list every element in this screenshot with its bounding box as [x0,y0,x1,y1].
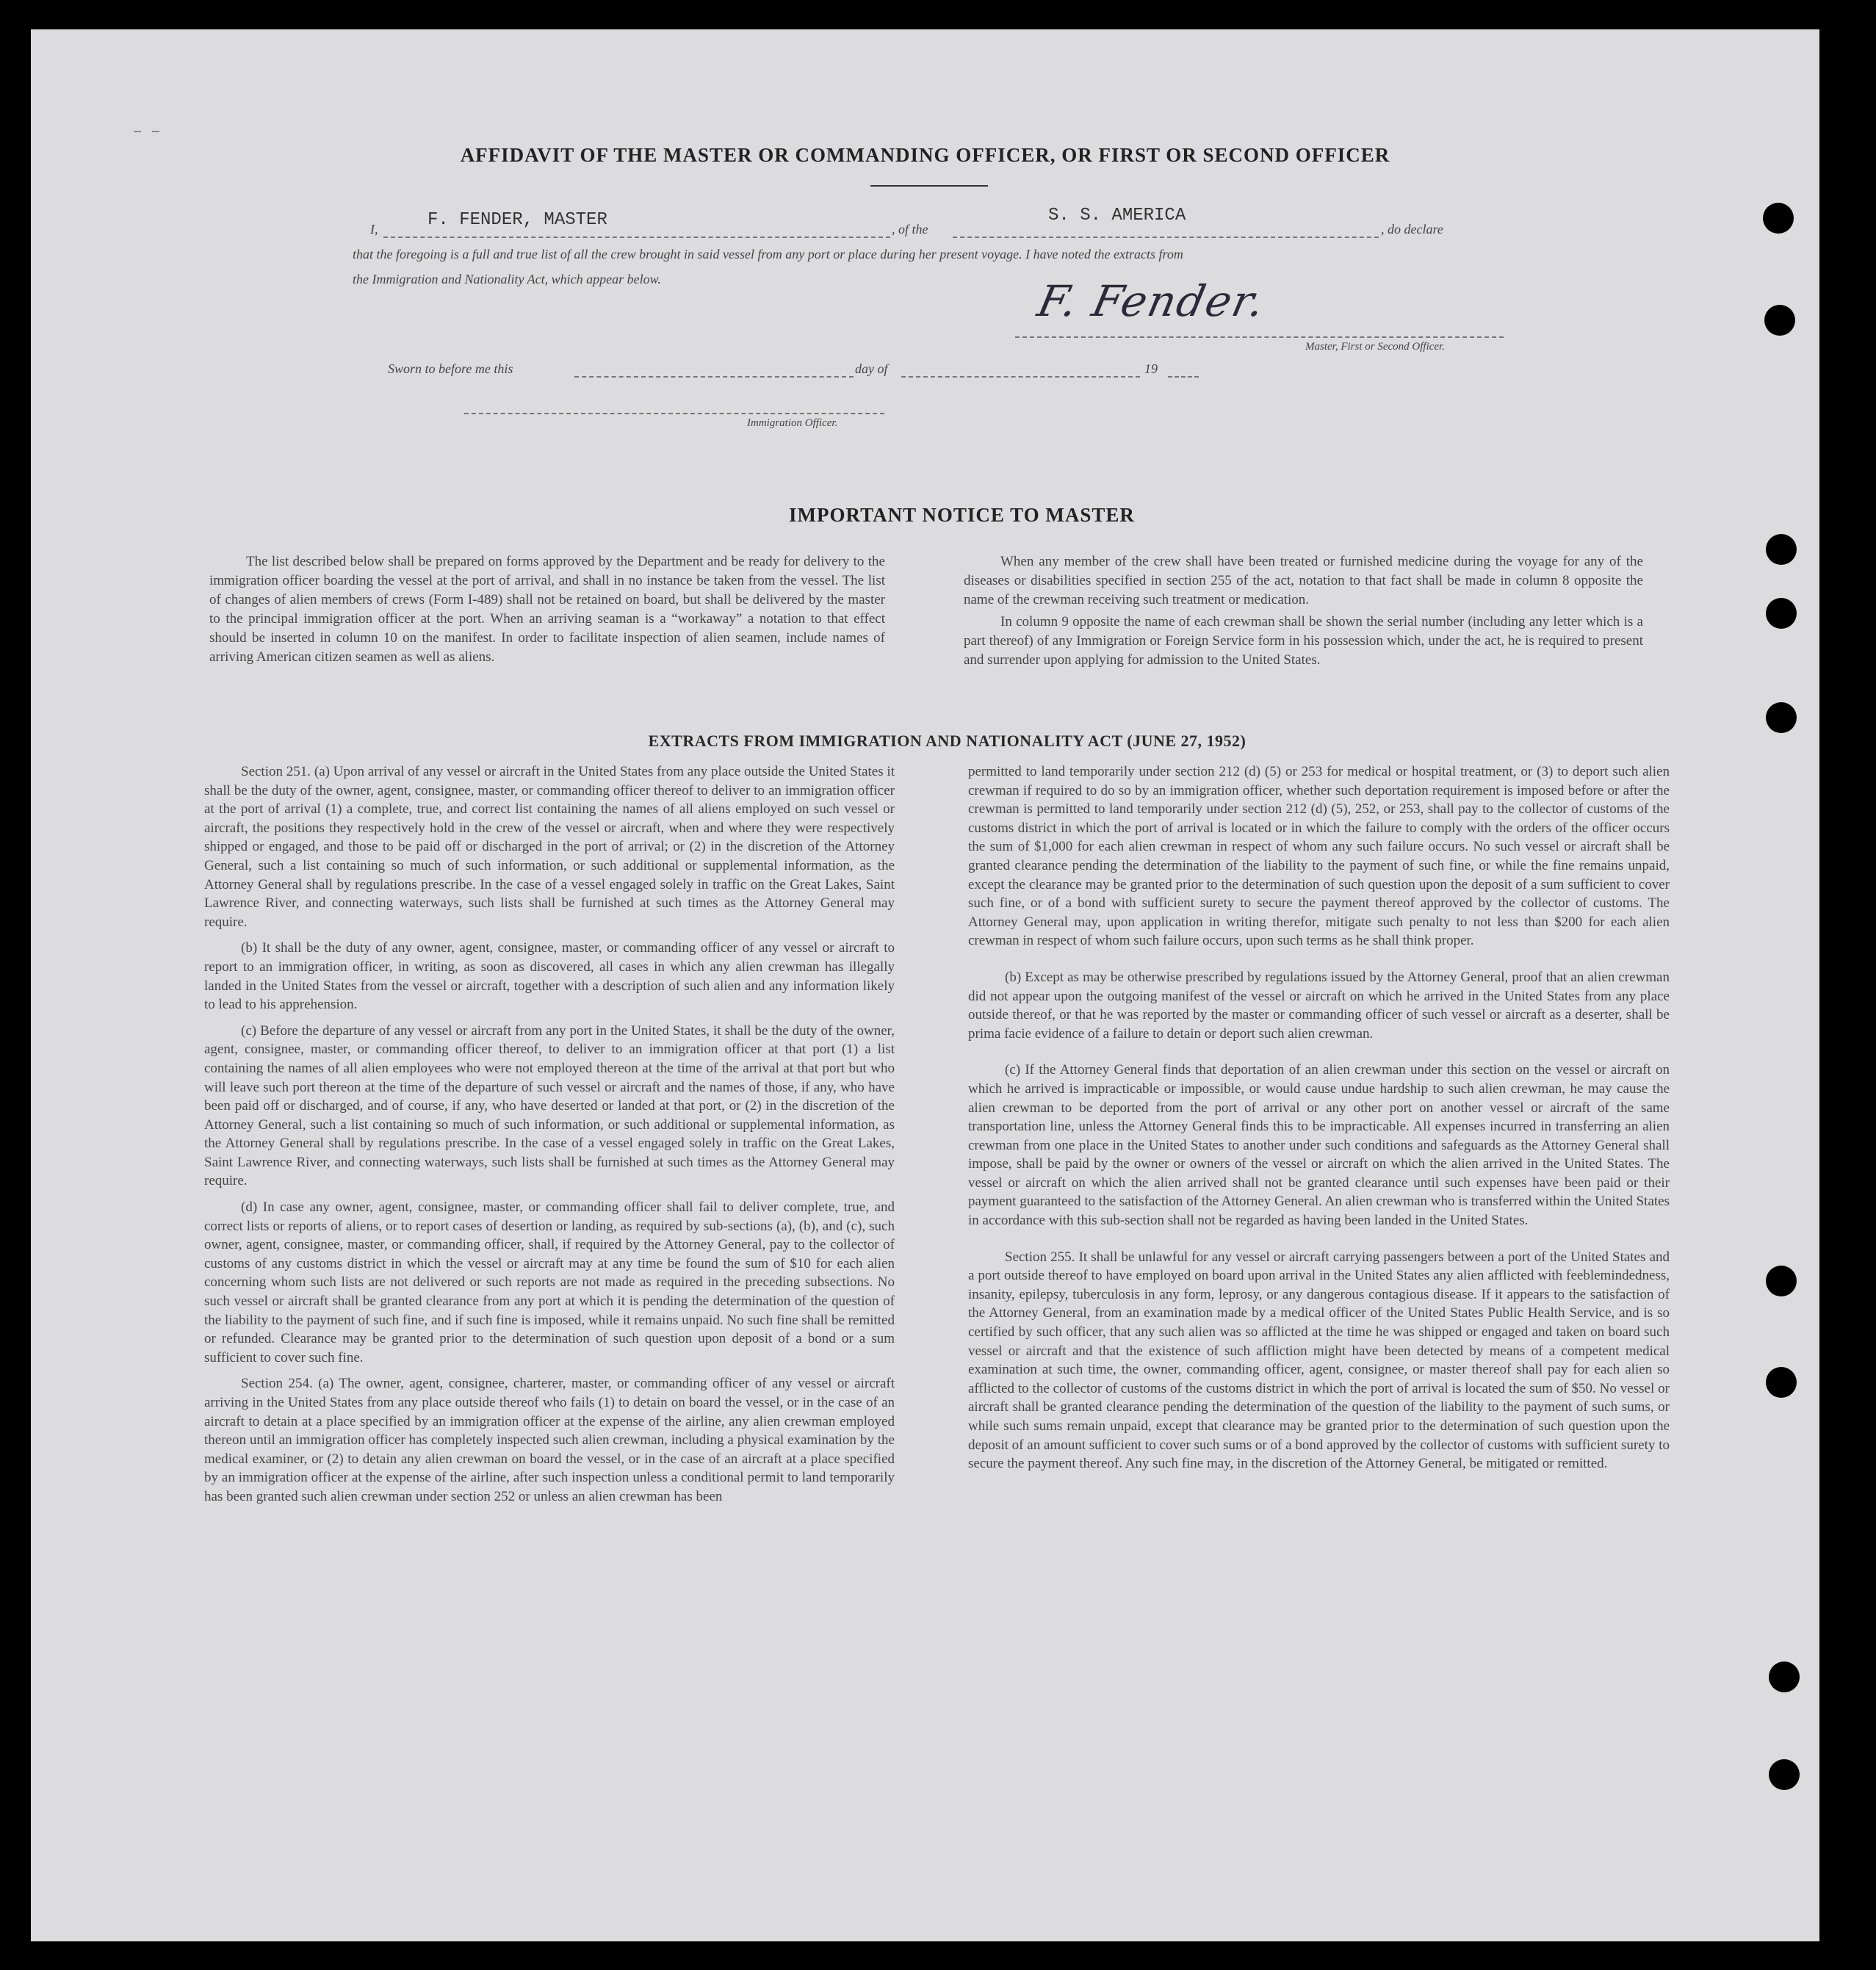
notice-left-column [209,552,885,674]
binder-hole [1769,1759,1800,1790]
section-251-b: (b) It shall be the duty of any owner, agent, consignee, master, or commanding officer of any vessel or aircraft to report to an immigration officer, in writing, as soon as discovered, all cases in which any alien crewman has illegally landed in the United States from the vessel or aircraft, together with a description of such alien and any information likely to lead to his apprehension. [204,940,895,1013]
officer-line [464,413,884,414]
binder-hole [1764,305,1795,336]
sworn-month-line [901,376,1140,378]
section-254-a-continued: permitted to land temporarily under section 212 (d) (5) or 253 for medical or hospital treatment, or (3) to deport such alien crewman if required to do so by an immigration officer, whether such deportation requirement is imposed before or after the crewman is permitted to land temporarily under section 212 (d) (5), 252, or 253, shall pay to the collector of customs of the customs district in which the port of arrival is located or in which the failure to comply with the orders of the officer occurs the sum of $1,000 for each alien crewman in respect of whom any such failure occurs. No such vessel or aircraft shall be granted clearance pending the determination of the liability to the payment of such fine, or while the fine remains unpaid, except the clearance may be granted prior to the determination of such question upon the deposit of a sum sufficient to cover such fine, or of a bond with sufficient surety to secure the payment thereof approved by the collector of customs. The Attorney General may, upon application in writing therefor, mitigate such penalty to not less than $200 for each alien crewman in respect of whom such failure occurs, upon such terms as he shall think proper. [968,764,1670,949]
document-page [31,29,1819,1941]
section-254-c: (c) If the Attorney General finds that deportation of an alien crewman under this section on the vessel or aircraft on which he arrived is impracticable or impossible, or would cause undue hardship to such alien crewman, he may cause the alien crewman to be deported from the port of arrival or any other port on another vessel or aircraft of the same transportation line, unless the Attorney General finds this to be impracticable. All expenses incurred in transferring an alien crewman from one place in the United States to another under such conditions and safeguards as the Attorney General shall impose, shall be paid by the owner or owners of the vessel or aircraft on which the alien arrived in the United States. The vessel or aircraft on which the alien arrived shall not be granted clearance until such expenses have been paid or their payment guaranteed to the satisfaction of the Attorney General. An alien crewman who is transferred within the United States in accordance with this sub-section shall not be regarded as having been landed in the United States. [968,1062,1670,1229]
section-254-a: Section 254. (a) The owner, agent, consignee, charterer, master, or commanding officer of any vessel or aircraft arriving in the United States from any place outside thereof who fails (1) to detain on board the vessel, or in the case of an aircraft to detain at a place specified by an immigration officer at the expense of the airline, any alien crewman employed thereon until an immigration officer has completely inspected such alien crewman, including a physical examination by the medical examiner, or (2) to detain any alien crewman on board the vessel, or in the case of an aircraft at a place specified by an immigration officer at the expense of the airline, after such inspection unless a conditional permit to land temporarily has been granted such alien crewman under section 252 or unless an alien crewman has been [204,1376,895,1504]
binder-hole [1766,534,1797,565]
year-line [1168,376,1199,378]
declaration-line-2: the Immigration and Nationality Act, which appear below. [353,272,661,286]
signature-caption: Master, First or Second Officer. [1305,341,1445,353]
notice-right-column [964,552,1643,677]
i-label: I, [370,222,378,237]
notice-left-paragraph: The list described below shall be prepared on forms approved by the Department and be ready for delivery to the immigration officer boarding the vessel at the port of arrival, and shall in no instance be taken from the vessel. The list of changes of alien members of crews (Form I-489) shall not be retained on board, but shall be delivered by the master to the principal immigration officer at the port. When an arriving seaman is a “workaway” a notation to that effect should be inserted in column 10 on the manifest. In order to facilitate inspection of alien seamen, include names of arriving American citizen seamen as well as aliens. [209,554,885,665]
affidavit-title: AFFIDAVIT OF THE MASTER OR COMMANDING OFFICER, OR FIRST OR SECOND OFFICER [460,144,1390,166]
binder-hole [1766,702,1797,733]
notice-right-paragraph-2: In column 9 opposite the name of each crewman shall be shown the serial number (including any letter which is a part thereof) of any Immigration or Foreign Service form in his possession which, under the act, he is required to present and surrender upon applying for admission to the United States. [964,614,1643,668]
sworn-day-line [574,376,854,378]
master-name-line [383,237,890,238]
signature-line [1015,336,1504,338]
title-rule [870,185,988,187]
sworn-label: Sworn to before me this [388,361,513,376]
extracts-right-column [968,762,1670,1481]
section-251-a: Section 251. (a) Upon arrival of any vessel or aircraft in the United States from any place outside the United States it shall be the duty of the owner, agent, consignee, master, or commanding officer thereof to deliver to an immigration officer at the port of arrival (1) a complete, true, and correct list containing the names of all aliens employed on such vessel or aircraft, the positions they respectively hold in the crew of the vessel or aircraft, when and where they were respectively shipped or engaged, and those to be paid off or discharged in the port of arrival; or (2) in the discretion of the Attorney General, such a list containing so much of such information, or such additional or supplemental information, as the Attorney General shall by regulations prescribe. In the case of a vessel engaged solely in traffic on the Great Lakes, Saint Lawrence River, and connecting waterways, such lists shall be furnished at such times as the Attorney General may require. [204,764,895,930]
section-251-c: (c) Before the departure of any vessel or aircraft from any port in the United States, it shall be the duty of the owner, agent, consignee, master, or commanding officer thereof, to deliver to an immigration officer at that port (1) a list containing the names of all alien employees who were not employed thereon at the time of the arrival at that port but who will leave such port thereon at the time of the departure of such vessel or aircraft and the names of those, if any, who have been paid off or discharged, and of course, if any, who have deserted or landed at that port, or (2) in the discretion of the Attorney General, such a list containing so much of such information, or such additional or supplemental information, as the Attorney General shall by regulations prescribe. In the case of a vessel engaged solely in traffic on the Great Lakes, Saint Lawrence River, and connecting waterways, such lists shall be furnished at such times as the Attorney General may require. [204,1022,895,1189]
section-255: Section 255. It shall be unlawful for any vessel or aircraft carrying passengers between a port of the United States and a port outside thereof to have employed on board upon arrival in the United States any alien afflicted with feeblemindedness, insanity, epilepsy, tuberculosis in any form, leprosy, or any dangerous contagious disease. If it appears to the satisfaction of the Attorney General, from an examination made by a medical officer of the United States Public Health Service, and is so certified by such officer, that any such alien was so afflicted at the time he was shipped or engaged and taken on board such vessel or aircraft and that the existence of such affliction might have been detected by means of a competent medical examination at such time, the owner, commanding officer, agent, consignee, or master thereof shall pay for each alien so afflicted to the collector of customs of the customs district in which the port of arrival is located the sum of $50. No vessel or aircraft shall be granted clearance pending the determination of the question of the liability to the payment of such sums, or while such sums remain unpaid, except that clearance may be granted prior to the determination of such question upon the deposit of an amount sufficient to cover such sums or of a bond approved by the collector of customs with sufficient surety to secure the payment thereof. Any such fine may, in the discretion of the Attorney General, be mitigated or remitted. [968,1249,1670,1472]
vessel-name-field: S. S. AMERICA [1048,206,1186,225]
declaration-line-1: that the foregoing is a full and true list of all the crew brought in said vessel from any port or place during her present voyage. I have noted the extracts from [353,247,1183,261]
section-251-d: (d) In case any owner, agent, consignee, master, or commanding officer shall fail to deliver complete, true, and correct lists or reports of aliens, or to report cases of desertion or landing, as required by sub-sections (a), (b), and (c), such owner, agent, consignee, master, or commanding officer, shall, if required by the Attorney General, pay to the collector of customs of any customs district in which the vessel or aircraft may at any time be found the sum of $10 for each alien concerning whom such lists are not delivered or such reports are not made as required in the preceding subsections. No such vessel or aircraft shall be granted clearance from any port at which it is pending the determination of the question of the liability to the payment of such fine, and if such fine is imposed, while it remains unpaid. No such fine shall be remitted or refunded. Clearance may be granted prior to the determination of such question upon deposit of a bond or a sum sufficient to cover such fine. [204,1199,895,1365]
day-of-label: day of [855,361,888,376]
master-name-field: F. FENDER, MASTER [427,210,607,230]
of-the-label: , of the [892,222,928,237]
binder-hole [1769,1661,1800,1692]
notice-title: IMPORTANT NOTICE TO MASTER [789,504,1135,526]
do-declare-label: , do declare [1381,222,1443,237]
scan-mark [134,131,141,132]
section-254-b: (b) Except as may be otherwise prescribed by regulations issued by the Attorney General, proof that an alien crewman did not appear upon the outgoing manifest of the vessel or aircraft on which he arrived in the United States from any place outside thereof, or that he was reported by the master or commanding officer of such vessel or aircraft as a deserter, shall be prima facie evidence of a failure to detain or deport such alien crewman. [968,969,1670,1042]
binder-hole [1766,598,1797,629]
extracts-title: EXTRACTS FROM IMMIGRATION AND NATIONALITY ACT (JUNE 27, 1952) [648,732,1247,750]
binder-hole [1763,203,1794,234]
notice-right-paragraph-1: When any member of the crew shall have been treated or furnished medicine during the voyage for any of the diseases or disabilities specified in section 255 of the act, notation to that fact shall be made in column 8 opposite the name of the crewman receiving such treatment or medication. [964,554,1643,607]
master-signature: F. Fender. [1033,276,1271,326]
extracts-left-column [204,762,895,1514]
binder-hole [1766,1367,1797,1398]
vessel-name-line [953,237,1379,238]
binder-hole [1766,1266,1797,1296]
officer-caption: Immigration Officer. [747,417,838,429]
scan-mark [152,131,159,132]
year-label: 19 [1144,361,1158,376]
